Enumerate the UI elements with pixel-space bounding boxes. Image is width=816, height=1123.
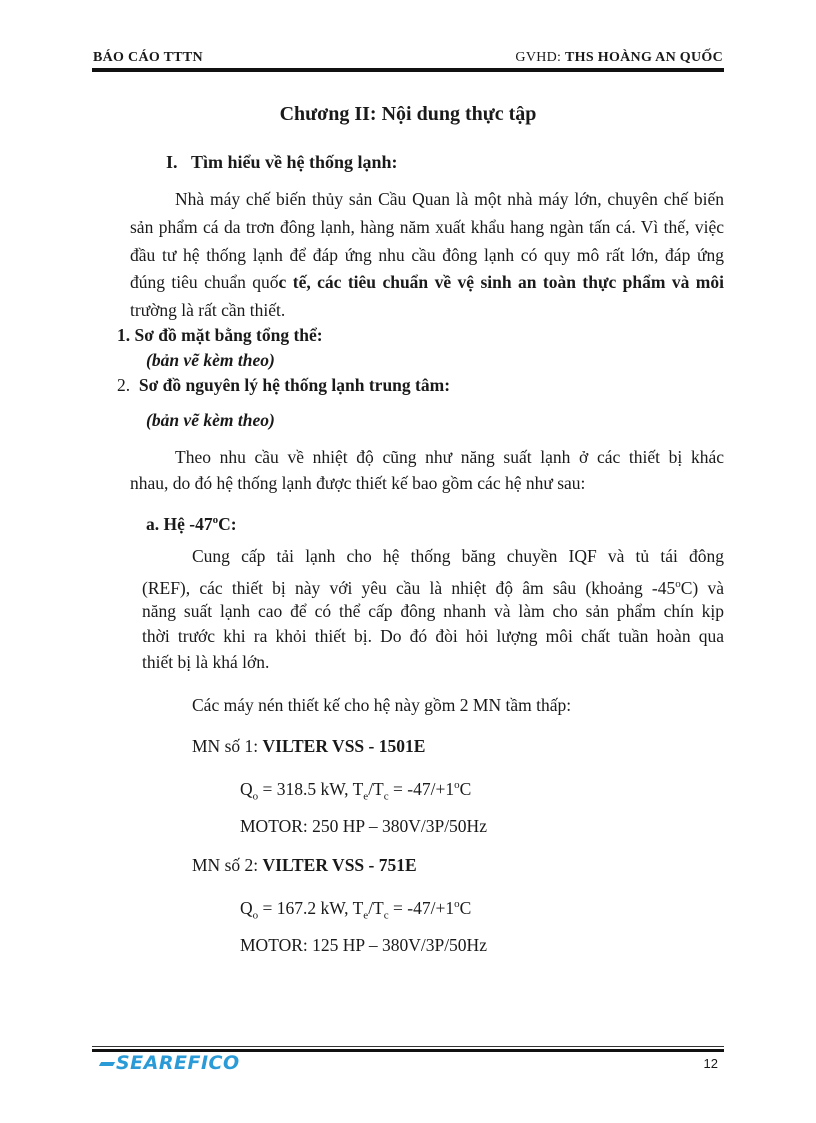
header-left: BÁO CÁO TTTN: [93, 50, 203, 65]
mn2-slash: /T: [368, 897, 384, 918]
mn1-c: C: [459, 778, 472, 799]
mn2-prefix: MN số 2:: [192, 855, 263, 875]
para2-line-1: Theo nhu cầu về nhiệt độ cũng như năng suất lạnh ở các thiết bị khác: [175, 447, 724, 467]
header-advisor: THS HOÀNG AN QUỐC: [565, 50, 723, 65]
mn2-motor: MOTOR: 125 HP – 380V/3P/50Hz: [240, 935, 487, 955]
mn1-prefix: MN số 1:: [192, 736, 263, 756]
mn1-heading: [192, 732, 425, 761]
subsection-a-unit: C:: [218, 513, 237, 534]
intro-line-1: Nhà máy chế biến thủy sản Cầu Quan là một nhà máy lớn, chuyên chế biến: [175, 189, 724, 209]
logo-text: SEAREFICO: [116, 1052, 240, 1074]
para3-line-2a: (REF), các thiết bị này với yêu cầu là nhiệt độ âm sâu (khoảng -45: [142, 577, 676, 598]
para3-line-1: Cung cấp tải lạnh cho hệ thống băng chuyền IQF và tủ tái đông: [192, 546, 724, 566]
item-1-title: 1. Sơ đồ mặt bằng tổng thể:: [117, 325, 323, 345]
mn2-q-sub: o: [252, 909, 259, 922]
para3-line-2b: C) và: [680, 577, 724, 598]
para3-line-4: thời trước khi ra khỏi thiết bị. Do đó đòi hỏi lượng môi chất tuần hoàn qua: [142, 626, 724, 646]
mn2-q: Q: [240, 897, 253, 918]
footer-rule-thin: [92, 1046, 724, 1047]
mn2-model: VILTER VSS - 751E: [262, 855, 417, 875]
para3-line-3: năng suất lạnh cao để có thể cấp đông nhanh và làm cho sản phẩm chín kịp: [142, 601, 724, 621]
degree-sup: o: [212, 514, 219, 526]
chapter-title: Chương II: Nội dung thực tập: [279, 103, 537, 125]
item-2-title: Sơ đồ nguyên lý hệ thống lạnh trung tâm:: [138, 375, 451, 395]
mn1-slash: /T: [368, 778, 384, 799]
mn2-te-sub: e: [363, 909, 369, 922]
mn1-motor: MOTOR: 250 HP – 380V/3P/50Hz: [240, 816, 487, 836]
mn1-deg: o: [454, 779, 460, 791]
section-heading: [166, 148, 398, 177]
mn1-temp: = -47/+1: [388, 778, 455, 799]
compressors-intro: Các máy nén thiết kế cho hệ này gồm 2 MN tầm thấp:: [192, 695, 572, 715]
para3-line-5: thiết bị là khá lớn.: [142, 652, 270, 672]
mn2-q-val: = 167.2 kW, T: [258, 897, 364, 918]
intro-line-4-normal: đúng tiêu chuẩn quố: [130, 272, 279, 292]
mn2-deg: o: [454, 898, 460, 910]
item-1-note: (bản vẽ kèm theo): [146, 350, 275, 370]
page-number: 12: [703, 1056, 718, 1071]
mn1-q-sub: o: [252, 790, 259, 803]
intro-line-2: sản phẩm cá da trơn đông lạnh, hàng năm xuất khẩu hang ngàn tấn cá. Vì thế, việc: [130, 217, 724, 237]
mn1-model: VILTER VSS - 1501E: [262, 736, 426, 756]
searefico-logo: [100, 1052, 240, 1074]
header-gvhd: GVHD:: [515, 50, 566, 65]
para2-line-2: nhau, do đó hệ thống lạnh được thiết kế bao gồm các hệ như sau:: [130, 473, 586, 493]
mn2-temp: = -47/+1: [388, 897, 455, 918]
header-rule: [92, 68, 724, 72]
item-2-note: (bản vẽ kèm theo): [146, 410, 275, 430]
section-title: Tìm hiểu về hệ thống lạnh:: [191, 152, 398, 172]
subsection-a-label: a.: [146, 513, 160, 534]
mn2-specs: [240, 890, 471, 930]
intro-line-4: [130, 268, 724, 297]
header-right: [515, 50, 723, 66]
mn1-specs: [240, 771, 471, 811]
mn1-te-sub: e: [363, 790, 369, 803]
item-2-number: 2.: [117, 375, 131, 395]
item-2-heading: [117, 371, 450, 400]
intro-line-3: đầu tư hệ thống lạnh để đáp ứng nhu cầu đông lạnh có quy mô rất lớn, đáp ứng: [130, 245, 724, 265]
subsection-a-title: Hệ -47: [163, 513, 213, 534]
mn1-q-val: = 318.5 kW, T: [258, 778, 364, 799]
para3-degree-sup: o: [675, 578, 681, 590]
logo-swoosh: [99, 1062, 115, 1066]
intro-line-5: trường là rất cần thiết.: [130, 300, 286, 320]
intro-line-4-bold: c tế, các tiêu chuẩn về vệ sinh an toàn thực phẩm và môi: [278, 272, 724, 292]
mn1-q: Q: [240, 778, 253, 799]
mn1-tc-sub: c: [383, 790, 389, 803]
mn2-heading: [192, 851, 417, 880]
mn2-tc-sub: c: [383, 909, 389, 922]
mn2-c: C: [459, 897, 472, 918]
subsection-a-heading: [146, 506, 237, 538]
section-number: I.: [166, 152, 178, 172]
